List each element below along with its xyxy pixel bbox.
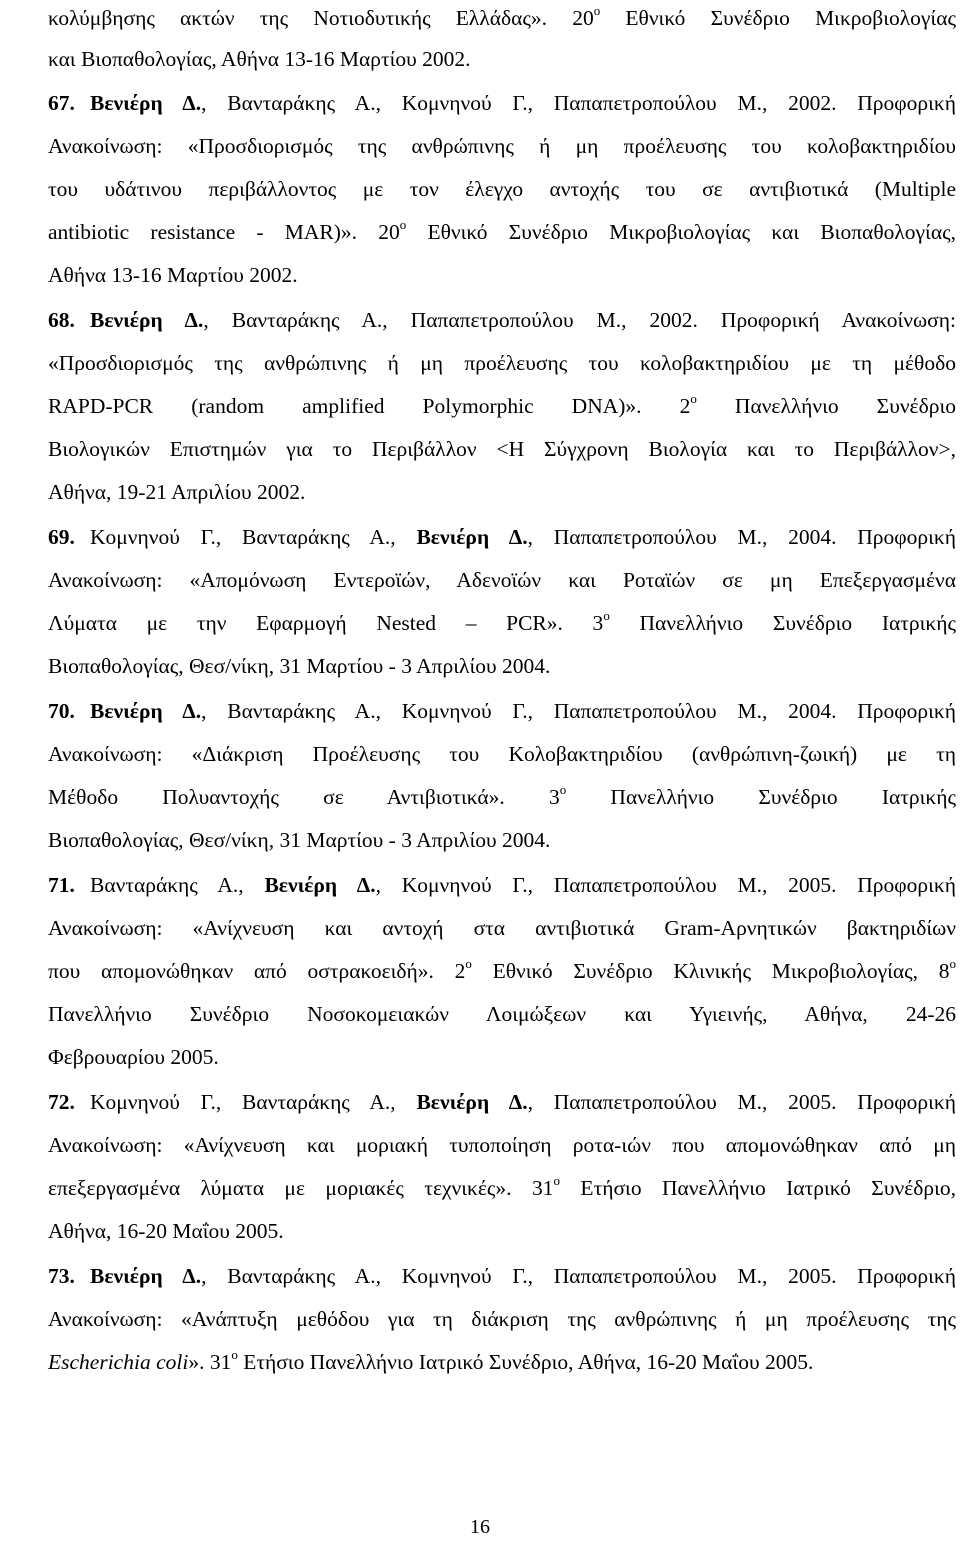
reference-68: 68. Βενιέρη Δ., Βανταράκης Α., Παπαπετροπούλου Μ., 2002. Προφορική Ανακοίνωση: — [48, 308, 956, 332]
reference-67: 67. Βενιέρη Δ., Βανταράκης Α., Κομνηνού Γ., Παπαπετροπούλου Μ., 2002. Προφορική — [48, 91, 956, 115]
text-line: Escherichia coli». $31^o$ Ετήσιο Πανελλήνιο Ιατρικό Συνέδριο, Αθήνα, 16-20 Μαΐου 2005. — [48, 1347, 814, 1374]
text-line: Βιολογικών Επιστημών για το Περιβάλλον <Η Σύγχρονη Βιολογία και το Περιβάλλον>, — [48, 437, 956, 461]
reference-72: 72. Κομνηνού Γ., Βανταράκης Α., Βενιέρη Δ., Παπαπετροπούλου Μ., 2005. Προφορική — [48, 1090, 957, 1114]
reference-73: 73. Βενιέρη Δ., Βανταράκης Α., Κομνηνού Γ., Παπαπετροπούλου Μ., 2005. Προφορική — [48, 1264, 956, 1288]
text-line: Μέθοδο Πολυαντοχής σε Αντιβιοτικά». $3^o$ Πανελλήνιο Συνέδριο Ιατρικής — [48, 782, 956, 809]
text-line: του υδάτινου περιβάλλοντος με τον έλεγχο αντοχής του σε αντιβιοτικά (Multiple — [48, 177, 956, 201]
text-line: Λύματα με την Εφαρμογή Nested – PCR». $3^o$ Πανελλήνιο Συνέδριο Ιατρικής — [48, 608, 956, 635]
text-line: Ανακοίνωση: «Ανάπτυξη μεθόδου για τη διάκριση της ανθρώπινης ή μη προέλευσης της — [48, 1307, 956, 1331]
text-line: και Βιοπαθολογίας, Αθήνα 13-16 Μαρτίου 2002. — [48, 47, 471, 71]
text-line: Ανακοίνωση: «Απομόνωση Εντεροϊών, Αδενοϊών και Ροταϊών σε μη Επεξεργασμένα — [48, 568, 956, 592]
text-line: Ανακοίνωση: «Προσδιορισμός της ανθρώπινης ή μη προέλευσης του κολοβακτηριδίου — [48, 134, 956, 158]
reference-70: 70. Βενιέρη Δ., Βανταράκης Α., Κομνηνού Γ., Παπαπετροπούλου Μ., 2004. Προφορική — [48, 699, 956, 723]
text-line: που απομονώθηκαν από οστρακοειδή». $2^o$ Εθνικό Συνέδριο Κλινικής Μικροβιολογίας, $8^o$ — [48, 956, 956, 983]
text-line: Βιοπαθολογίας, Θεσ/νίκη, 31 Μαρτίου - 3 Απριλίου 2004. — [48, 828, 551, 852]
text-line: Ανακοίνωση: «Ανίχνευση και μοριακή τυποποίηση ροτα-ιών που απομονώθηκαν από μη — [48, 1133, 956, 1157]
text-line: Ανακοίνωση: «Ανίχνευση και αντοχή στα αντιβιοτικά Gram-Αρνητικών βακτηριδίων — [48, 916, 956, 940]
text-line: Αθήνα, 19-21 Απριλίου 2002. — [48, 480, 306, 504]
text-line: Βιοπαθολογίας, Θεσ/νίκη, 31 Μαρτίου - 3 Απριλίου 2004. — [48, 654, 551, 678]
reference-71: 71. Βανταράκης Α., Βενιέρη Δ., Κομνηνού Γ., Παπαπετροπούλου Μ., 2005. Προφορική — [48, 873, 956, 897]
text-line: Αθήνα 13-16 Μαρτίου 2002. — [48, 263, 298, 287]
text-line: επεξεργασμένα λύματα με μοριακές τεχνικές». $31^o$ Ετήσιο Πανελλήνιο Ιατρικό Συνέδριο, — [48, 1173, 956, 1200]
text-line: antibiotic resistance - MAR)». $20^o$ Εθνικό Συνέδριο Μικροβιολογίας και Βιοπαθολογίας, — [48, 217, 956, 244]
text-line: Πανελλήνιο Συνέδριο Νοσοκομειακών Λοιμώξεων και Υγιεινής, Αθήνα, 24-26 — [48, 1002, 956, 1026]
text-line: «Προσδιορισμός της ανθρώπινης ή μη προέλευσης του κολοβακτηριδίου με τη μέθοδο — [48, 351, 956, 375]
text-line: Ανακοίνωση: «Διάκριση Προέλευσης του Κολοβακτηριδίου (ανθρώπινη-ζωική) με τη — [48, 742, 956, 766]
text-line: κολύμβησης ακτών της Νοτιοδυτικής Ελλάδας». $20^o$ Εθνικό Συνέδριο Μικροβιολογίας — [48, 3, 956, 30]
reference-69: 69. Κομνηνού Γ., Βανταράκης Α., Βενιέρη Δ., Παπαπετροπούλου Μ., 2004. Προφορική — [48, 525, 957, 549]
text-line: Φεβρουαρίου 2005. — [48, 1045, 219, 1069]
text-line: Αθήνα, 16-20 Μαΐου 2005. — [48, 1219, 284, 1243]
page-number: 16 — [470, 1516, 490, 1538]
text-line: RAPD-PCR (random amplified Polymorphic DNA)». $2^o$ Πανελλήνιο Συνέδριο — [48, 391, 956, 418]
